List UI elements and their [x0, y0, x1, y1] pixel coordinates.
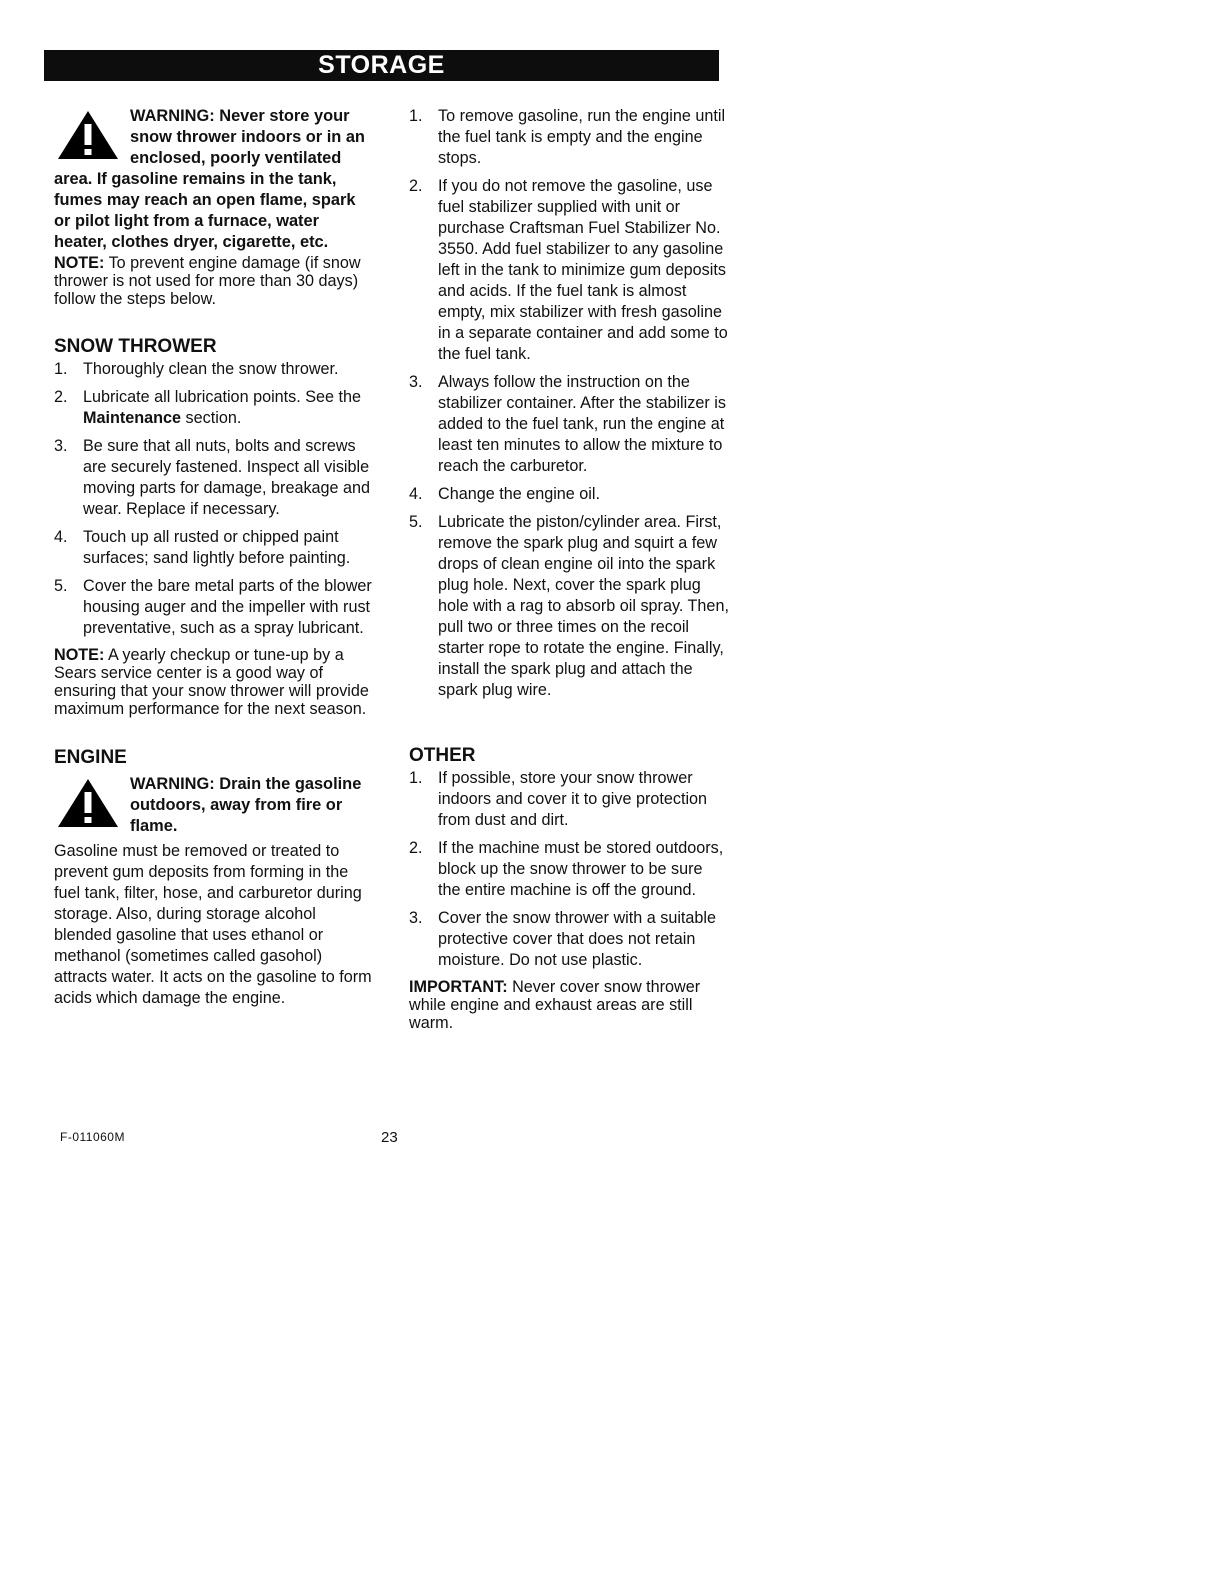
left-column	[54, 106, 376, 1009]
warning-text: WARNING: Never store your snow thrower indoors or in an enclosed, poorly ventilated area. If gasoline remains in the tank, fumes may reach an open flame, spark or pilot light from a furnace, water heater, clothes dryer, cigarette, etc.	[54, 107, 365, 251]
step-number: 1.	[409, 769, 423, 787]
step-number: 3.	[54, 437, 68, 455]
list-item	[409, 512, 729, 701]
list-item	[54, 576, 376, 639]
list-item	[409, 484, 729, 505]
step-number: 5.	[409, 513, 423, 531]
step-text: Thoroughly clean the snow thrower.	[83, 360, 339, 378]
step-text: Change the engine oil.	[438, 485, 601, 503]
snow-thrower-heading: SNOW THROWER	[54, 336, 217, 357]
warning-triangle-icon	[56, 109, 120, 161]
list-item	[409, 768, 729, 831]
step-text: If possible, store your snow thrower indoors and cover it to give protection from dust and dirt.	[438, 769, 708, 829]
step-text: To remove gasoline, run the engine until the fuel tank is empty and the engine stops.	[438, 107, 726, 167]
step-number: 4.	[409, 485, 423, 503]
important-text: Never cover snow thrower while engine and exhaust areas are still warm.	[409, 978, 701, 1032]
engine-steps	[409, 106, 729, 701]
list-item	[409, 838, 729, 901]
step-number: 4.	[54, 528, 68, 546]
step-number: 1.	[54, 360, 68, 378]
note-label: NOTE:	[54, 646, 105, 664]
list-item	[54, 387, 376, 429]
list-item	[54, 359, 376, 380]
engine-heading: ENGINE	[54, 747, 127, 768]
step-text: section.	[181, 409, 242, 427]
warning-text: WARNING: Drain the gasoline outdoors, away from fire or flame.	[130, 775, 362, 835]
other-steps	[409, 768, 729, 971]
note-text: A yearly checkup or tune-up by a Sears service center is a good way of ensuring that your snow thrower will provide maximum performance for the next season.	[54, 646, 369, 718]
step-text: If you do not remove the gasoline, use fuel stabilizer supplied with unit or purchase Craftsman Fuel Stabilizer No. 3550. Add fuel stabilizer to any gasoline left in the tank to minimize gum deposits and acids. If the fuel tank is almost empty, mix stabilizer with fresh gasoline in a separate container and add some to the fuel tank.	[438, 177, 728, 363]
step-number: 2.	[54, 388, 68, 406]
list-item	[54, 436, 376, 520]
step-text: Lubricate the piston/cylinder area. First, remove the spark plug and squirt a few drops of clean engine oil into the spark plug hole. Next, cover the spark plug hole with a rag to absorb oil spray. Then, pull two or three times on the recoil starter rope to rotate the engine. Finally, install the spark plug and attach the spark plug wire.	[438, 513, 729, 699]
right-column	[409, 106, 729, 1032]
warning-triangle-icon	[56, 777, 120, 829]
important-label: IMPORTANT:	[409, 978, 508, 996]
step-text: Always follow the instruction on the stabilizer container. After the stabilizer is added to the fuel tank, run the engine at least ten minutes to allow the mixture to reach the carburetor.	[438, 373, 726, 475]
storage-warning	[54, 106, 376, 253]
other-heading: OTHER	[409, 745, 476, 766]
note-paragraph	[54, 254, 376, 308]
step-number: 2.	[409, 839, 423, 857]
note-label: NOTE:	[54, 254, 105, 272]
important-paragraph	[409, 978, 729, 1032]
list-item	[409, 176, 729, 365]
list-item	[54, 527, 376, 569]
document-code: F-011060M	[60, 1130, 125, 1144]
step-text: Cover the snow thrower with a suitable protective cover that does not retain moisture. Do not use plastic.	[438, 909, 717, 969]
step-number: 2.	[409, 177, 423, 195]
step-number: 1.	[409, 107, 423, 125]
engine-warning	[54, 774, 376, 837]
page-number: 23	[381, 1129, 398, 1146]
list-item	[409, 372, 729, 477]
step-text: Be sure that all nuts, bolts and screws are securely fastened. Inspect all visible moving parts for damage, breakage and wear. Replace if necessary.	[83, 437, 371, 518]
page-title-banner: STORAGE	[44, 50, 719, 81]
snow-thrower-steps	[54, 359, 376, 639]
list-item	[409, 908, 729, 971]
list-item	[409, 106, 729, 169]
step-text: Touch up all rusted or chipped paint surfaces; sand lightly before painting.	[83, 528, 351, 567]
engine-paragraph: Gasoline must be removed or treated to prevent gum deposits from forming in the fuel tank, filter, hose, and carburetor during storage. Also, during storage alcohol blended gasoline that uses ethanol or methanol (sometimes called gasohol) attracts water. It acts on the gasoline to form acids which damage the engine.	[54, 842, 372, 1007]
step-number: 5.	[54, 577, 68, 595]
step-number: 3.	[409, 373, 423, 391]
step-text: If the machine must be stored outdoors, block up the snow thrower to be sure the entire machine is off the ground.	[438, 839, 724, 899]
maintenance-reference: Maintenance	[83, 409, 182, 427]
step-number: 3.	[409, 909, 423, 927]
note-text: To prevent engine damage (if snow thrower is not used for more than 30 days) follow the steps below.	[54, 254, 361, 308]
step-text: Lubricate all lubrication points. See the	[83, 388, 362, 406]
step-text: Cover the bare metal parts of the blower housing auger and the impeller with rust preventative, such as a spray lubricant.	[83, 577, 372, 637]
note-paragraph	[54, 646, 376, 718]
